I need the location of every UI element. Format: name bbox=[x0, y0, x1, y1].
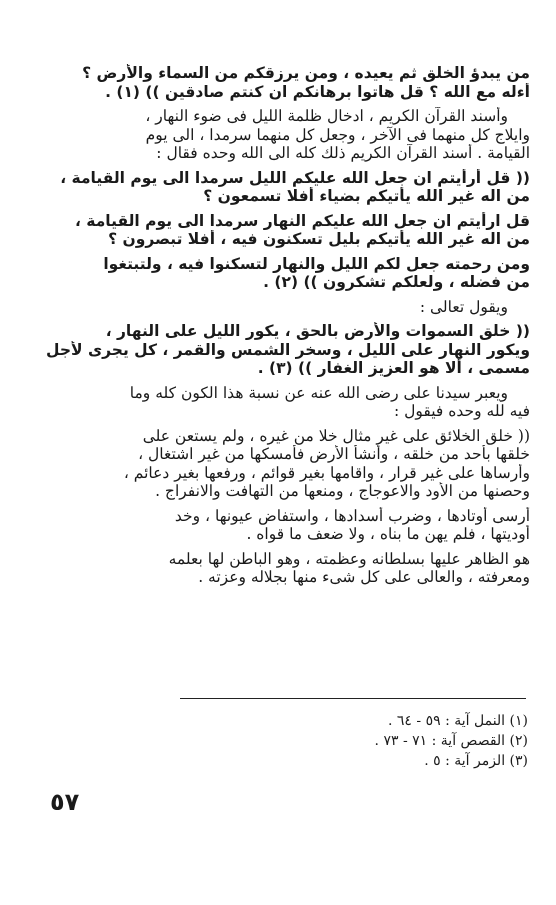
text-line: خلقها بأحد من خلقه ، وأنشأ الأرض فأمسكها من غير اشتغال ، bbox=[138, 445, 530, 463]
text-line: من اله غير الله يأتيكم بليل تسكنون فيه ، أفلا تبصرون ؟ bbox=[108, 230, 530, 248]
paragraph bbox=[30, 298, 530, 317]
paragraph bbox=[30, 507, 530, 544]
paragraph bbox=[30, 255, 530, 292]
text-line: وحصنها من الأود والاعوجاج ، ومنعها من التهافت والانفراج . bbox=[155, 482, 530, 500]
paragraph bbox=[30, 322, 530, 378]
paragraph bbox=[30, 107, 530, 163]
text-line: من اله غير الله يأتيكم بضياء أفلا تسمعون ؟ bbox=[203, 187, 530, 205]
footnotes bbox=[168, 711, 528, 771]
text-line: ويكور النهار على الليل ، وسخر الشمس والقمر ، كل يجرى لأجل bbox=[46, 340, 530, 359]
text-line: مسمى ، ألا هو العزيز الغفار )) (٣) . bbox=[257, 359, 530, 377]
text-line: وأرساها على غير قرار ، واقامها بغير قوائم ، ورفعها بغير دعائم ، bbox=[123, 463, 530, 482]
text-line: (( قل أرأيتم ان جعل الله عليكم الليل سرمدا الى يوم القيامة ، bbox=[60, 168, 530, 187]
paragraph bbox=[30, 427, 530, 501]
text-line: (( خلق السموات والأرض بالحق ، يكور الليل على النهار ، bbox=[105, 322, 530, 340]
text-line: قل ارأيتم ان جعل الله عليكم النهار سرمدا الى يوم القيامة ، bbox=[75, 211, 530, 230]
text-line: أوديتها ، فلم يهن ما بناه ، ولا ضعف ما قواه . bbox=[246, 525, 530, 543]
footnote: (٢) القصص آية : ٧١ - ٧٣ . bbox=[374, 733, 528, 749]
text-line: وأسند القرآن الكريم ، ادخال ظلمة الليل فى ضوء النهار ، bbox=[145, 107, 508, 125]
text-line: أرسى أوتادها ، وضرب أسدادها ، واستفاض عيونها ، وخد bbox=[174, 506, 530, 525]
text-line: ومن رحمته جعل لكم الليل والنهار لتسكنوا فيه ، ولتبتغوا bbox=[103, 254, 530, 273]
paragraph bbox=[30, 64, 530, 101]
paragraph bbox=[30, 212, 530, 249]
text-line: من فضله ، ولعلكم تشكرون )) (٢) . bbox=[263, 273, 530, 291]
text-line: وايلاج كل منهما فى الآخر ، وجعل كل منهما سرمدا ، الى يوم bbox=[145, 125, 530, 144]
text-line: ومعرفته ، والعالى على كل شىء منها بجلاله وعزته . bbox=[198, 568, 530, 586]
paragraph bbox=[30, 384, 530, 421]
text-line: أءله مع الله ؟ قل هاتوا برهانكم ان كنتم صادقين )) (١) . bbox=[105, 82, 530, 101]
footnote: (٣) الزمر آية : ٥ . bbox=[424, 753, 528, 769]
page-number: ٥٧ bbox=[50, 788, 80, 816]
text-line: ويعبر سيدنا على رضى الله عنه عن نسبة هذا الكون كله وما bbox=[129, 383, 508, 402]
paragraph bbox=[30, 169, 530, 206]
footnote: (١) النمل آية : ٥٩ - ٦٤ . bbox=[388, 713, 528, 729]
text-line: ويقول تعالى : bbox=[419, 297, 508, 316]
text-line: القيامة . أسند القرآن الكريم ذلك كله الى الله وحده فقال : bbox=[156, 144, 530, 162]
text-line: هو الظاهر عليها بسلطانه وعظمته ، وهو الباطن لها بعلمه bbox=[168, 549, 530, 568]
footnote-divider bbox=[180, 698, 526, 699]
main-text bbox=[30, 58, 530, 587]
text-line: فيه لله وحده فيقول : bbox=[393, 402, 530, 420]
paragraph bbox=[30, 550, 530, 587]
text-line: من يبدؤ الخلق ثم يعيده ، ومن يرزقكم من السماء والأرض ؟ bbox=[82, 64, 530, 82]
text-line: (( خلق الخلائق على غير مثال خلا من غيره ، ولم يستعن على bbox=[142, 426, 530, 445]
